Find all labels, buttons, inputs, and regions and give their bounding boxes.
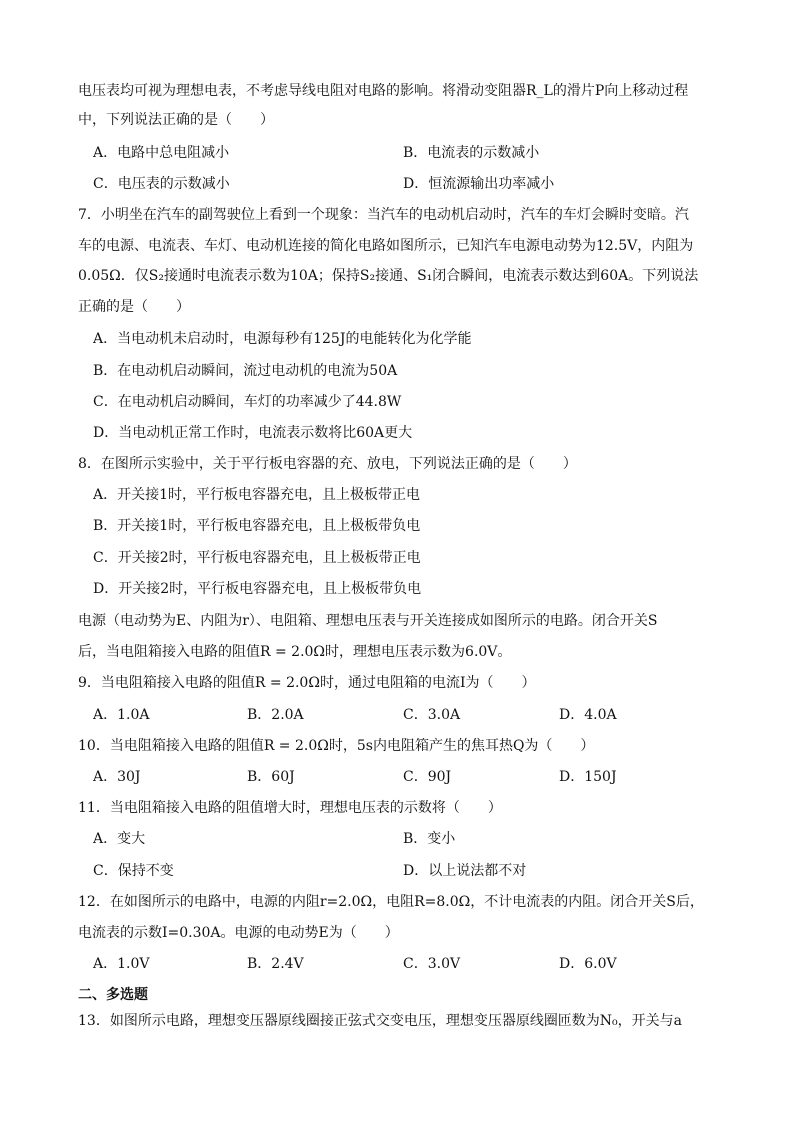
- q7-option-a: A．当电动机未启动时，电源每秒有125J的电能转化为化学能: [93, 331, 472, 347]
- q10-option-d: D．150J: [559, 769, 617, 785]
- q8-stem: 8．在图所示实验中，关于平行板电容器的充、放电，下列说法正确的是（ ）: [78, 456, 577, 472]
- q6-option-d: D．恒流源输出功率减小: [403, 176, 555, 192]
- q10-stem: 10．当电阻箱接入电路的阻值R = 2.0Ω时，5s内电阻箱产生的焦耳热Q为（ ）: [78, 738, 595, 754]
- q11-option-b: B．变小: [403, 831, 456, 847]
- q9-option-d: D．4.0A: [559, 707, 617, 723]
- section-heading-multiple-choice: 二、多选题: [78, 987, 148, 1003]
- q7-option-d: D．当电动机正常工作时，电流表示数将比60A更大: [93, 425, 413, 441]
- q13-stem-line-1: 13．如图所示电路，理想变压器原线圈接正弦式交变电压，理想变压器原线圈匝数为N₀，开关与a: [78, 1013, 683, 1029]
- q7-stem-line-2: 车的电源、电流表、车灯、电动机连接的简化电路如图所示，已知汽车电源电动势为12.5V，内阻为: [78, 238, 694, 254]
- q6-option-a: A．电路中总电阻减小: [93, 145, 230, 161]
- q6-stem-line-2: 中，下列说法正确的是（ ）: [78, 112, 274, 128]
- q11-option-c: C．保持不变: [93, 863, 174, 879]
- q10-option-c: C．90J: [403, 769, 452, 785]
- q11-option-d: D．以上说法都不对: [403, 863, 527, 879]
- q12-option-a: A．1.0V: [93, 956, 150, 972]
- shared-stem-line-2: 后，当电阻箱接入电路的阻值R = 2.0Ω时，理想电压表示数为6.0V。: [78, 644, 512, 660]
- q9-option-c: C．3.0A: [403, 707, 461, 723]
- q10-option-b: B．60J: [247, 769, 295, 785]
- q11-stem: 11．当电阻箱接入电路的阻值增大时，理想电压表的示数将（ ）: [78, 800, 502, 816]
- q12-stem-line-1: 12．在如图所示的电路中，电源的内阻r=2.0Ω，电阻R=8.0Ω，不计电流表的内阻。闭合开关S后，: [78, 894, 704, 910]
- q10-option-a: A．30J: [93, 769, 141, 785]
- q8-option-d: D．开关接2时，平行板电容器充电，且上极板带负电: [93, 581, 422, 597]
- q7-stem-line-1: 7．小明坐在汽车的副驾驶位上看到一个现象：当汽车的电动机启动时，汽车的车灯会瞬时变暗。汽: [78, 207, 689, 223]
- q8-option-b: B．开关接1时，平行板电容器充电，且上极板带负电: [93, 518, 421, 534]
- q7-stem-line-4: 正确的是（ ）: [78, 299, 190, 315]
- q7-option-c: C．在电动机启动瞬间，车灯的功率减少了44.8W: [93, 394, 402, 410]
- q9-option-a: A．1.0A: [93, 707, 150, 723]
- q6-stem-line-1: 电压表均可视为理想电表，不考虑导线电阻对电路的影响。将滑动变阻器R_L的滑片P向上移动过程: [78, 83, 689, 99]
- q7-option-b: B．在电动机启动瞬间，流过电动机的电流为50A: [93, 363, 398, 379]
- q11-option-a: A．变大: [93, 831, 146, 847]
- shared-stem-line-1: 电源（电动势为E、内阻为r）、电阻箱、理想电压表与开关连接成如图所示的电路。闭合开关S: [78, 613, 658, 629]
- q12-option-b: B．2.4V: [247, 956, 304, 972]
- q9-option-b: B．2.0A: [247, 707, 304, 723]
- q6-option-c: C．电压表的示数减小: [93, 176, 230, 192]
- q7-stem-line-3: 0.05Ω．仅S₂接通时电流表示数为10A；保持S₂接通、S₁闭合瞬间，电流表示数达到60A。下列说法: [78, 268, 699, 284]
- q12-option-d: D．6.0V: [559, 956, 617, 972]
- q8-option-c: C．开关接2时，平行板电容器充电，且上极板带正电: [93, 550, 421, 566]
- q6-option-b: B．电流表的示数减小: [403, 145, 540, 161]
- q9-stem: 9．当电阻箱接入电路的阻值R = 2.0Ω时，通过电阻箱的电流I为（ ）: [78, 675, 536, 691]
- q12-stem-line-2: 电流表的示数I=0.30A。电源的电动势E为（ ）: [78, 925, 399, 941]
- q12-option-c: C．3.0V: [403, 956, 461, 972]
- q8-option-a: A．开关接1时，平行板电容器充电，且上极板带正电: [93, 487, 421, 503]
